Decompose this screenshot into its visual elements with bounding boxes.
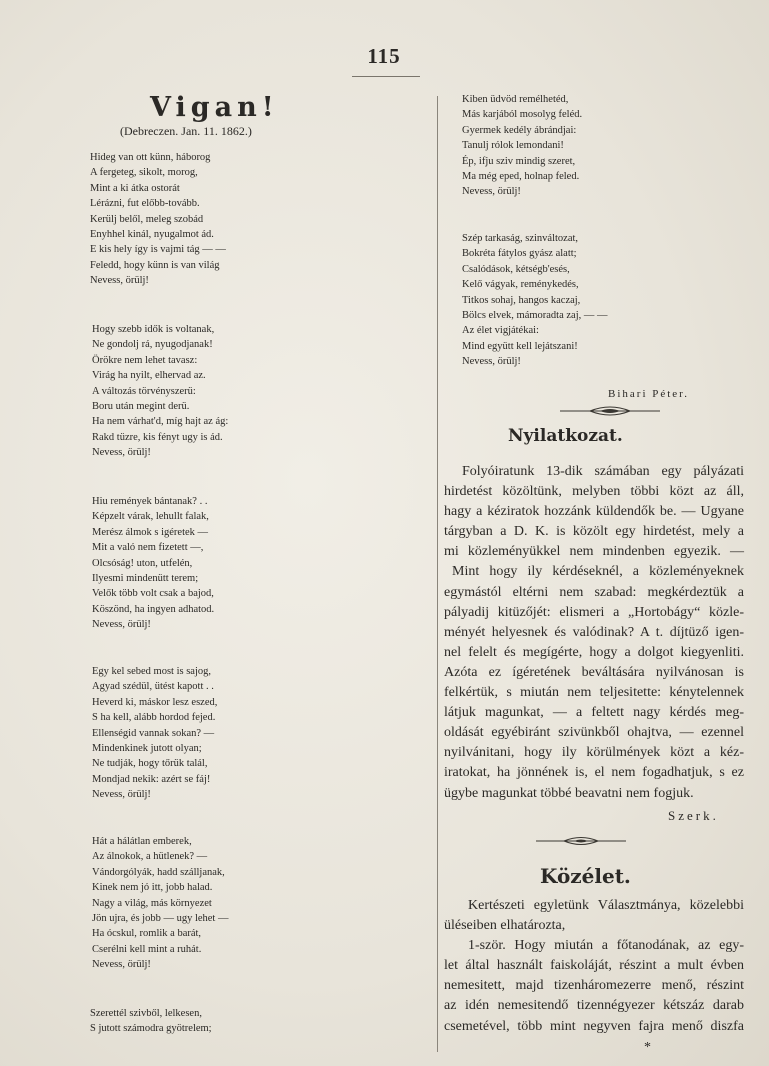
poem-line: Nagy a világ, más környezet bbox=[92, 897, 212, 909]
poem-line: Jön ujra, és jobb — ugy lehet — bbox=[92, 913, 229, 925]
poem-line: Tanulj rólok lemondani! bbox=[462, 140, 564, 152]
poem-line: Olcsóság! uton, utfelén, bbox=[92, 557, 193, 569]
poem-refrain: Nevess, örülj! bbox=[462, 356, 521, 368]
text-line: nyilvánitani, hogy ily körülmények közt a kéz- bbox=[444, 745, 744, 761]
poem-line: Mondjad nekik: azért se fáj! bbox=[92, 773, 211, 785]
text-line: egymástól eltérni nem szabad: megkérdeztük a bbox=[444, 584, 744, 600]
poem-line: Cserélni kell mint a ruhát. bbox=[92, 943, 202, 955]
poem-line: E kis hely így is vajmi tág — — bbox=[90, 244, 226, 256]
poem-line: Kelő vágyak, reménykedés, bbox=[462, 279, 579, 291]
text-line: tárgyban a D. K. is közölt egy hirdetést, mely a bbox=[444, 524, 744, 540]
poem-line: Lérázni, fut előbb-tovább. bbox=[90, 198, 200, 210]
poem-line: Rakd tüzre, kis fényt ugy is ád. bbox=[92, 431, 223, 443]
poem-line: Képzelt várak, lehullt falak, bbox=[92, 511, 209, 523]
kozelet-title: Közélet. bbox=[540, 864, 631, 888]
page-number-rule bbox=[352, 70, 420, 77]
poem-dateline: (Debreczen. Jan. 11. 1862.) bbox=[120, 124, 252, 138]
poem-line: Mint a ki átka ostorát bbox=[90, 182, 180, 194]
poem-stanza-1 bbox=[90, 150, 226, 289]
editor-signature: Szerk. bbox=[668, 808, 719, 823]
ornament-divider bbox=[536, 834, 626, 848]
poem-line: Hideg van ott künn, háborog bbox=[90, 152, 211, 163]
text-line: az idén nemesitendő tizennégyezer kétszáz darab bbox=[444, 998, 744, 1014]
poem-line: Csalódások, kétségb'esés, bbox=[462, 263, 570, 275]
poem-line: Szép tarkaság, szinváltozat, bbox=[462, 233, 579, 244]
poem-line: Velők több volt csak a bajod, bbox=[92, 588, 214, 600]
poem-line: Ma még eped, holnap feled. bbox=[462, 171, 580, 183]
text-line: ményét helyesnek és valódinak? A t. díjtüző igen- bbox=[444, 624, 744, 640]
poem-line: Ne gondolj rá, nyugodjanak! bbox=[92, 339, 213, 351]
poem-line: Titkos sohaj, hangos kaczaj, bbox=[462, 294, 581, 306]
poem-line: Boru után megint derü. bbox=[92, 401, 190, 413]
poem-line: Enyhhel kinál, nyugalmot ád. bbox=[90, 229, 214, 241]
poem-line: Mind együtt kell lejátszani! bbox=[462, 340, 578, 352]
poem-stanza-4 bbox=[92, 664, 217, 803]
text-line: hagy a kéziratok hozzánk küldendők be. — Ugyane bbox=[444, 504, 744, 520]
poem-line: Az álnokok, a hütlenek? — bbox=[92, 851, 208, 863]
poem-line: Merész álmok s igéretek — bbox=[92, 526, 209, 538]
poem-stanza-2 bbox=[92, 322, 228, 461]
text-line: nemesitett, majd tizenháromezerre menő, részint bbox=[444, 978, 744, 994]
poem-line: Egy kel sebed most is sajog, bbox=[92, 666, 211, 677]
poem-stanza-8 bbox=[462, 231, 608, 370]
poem-line: Kiben üdvöd remélhetéd, bbox=[462, 94, 569, 105]
poem-line: S jutott számodra gyötrelem; bbox=[90, 1023, 212, 1035]
text-line: csemetével, több mint negyven fajra menő diszfa bbox=[444, 1018, 744, 1034]
poem-refrain: Nevess, örülj! bbox=[92, 619, 151, 631]
text-line: Kertészeti egyletünk Választmánya, közelebbi bbox=[468, 898, 744, 913]
poem-line: Hát a hálátlan emberek, bbox=[92, 836, 192, 847]
poem-line: Ne tudják, hogy tőrük talál, bbox=[92, 758, 208, 770]
poem-line: Ellenségid vannak sokan? — bbox=[92, 727, 215, 739]
poem-line: A fergeteg, sikolt, morog, bbox=[90, 167, 198, 179]
poem-line: Ha nem várhat'd, míg hajt az ág: bbox=[92, 416, 229, 428]
text-line: ügybe magunkat többé beavatni nem fogjuk. bbox=[444, 785, 694, 801]
text-line: iratokat, ha jönnének is, el nem fogadhatjuk, s ez bbox=[444, 765, 744, 781]
poem-refrain: Nevess, örülj! bbox=[92, 789, 151, 801]
kozelet-body bbox=[444, 896, 744, 1037]
text-line: Folyóiratunk 13-dik számában egy pályázati bbox=[462, 464, 744, 479]
poem-line: Szerettél szivből, lelkesen, bbox=[90, 1008, 202, 1019]
nyilatkozat-title: Nyilatkozat. bbox=[508, 426, 623, 446]
text-line: let által használt faiskoláját, részint a mult évben bbox=[444, 958, 744, 974]
poem-refrain: Nevess, örülj! bbox=[92, 447, 151, 459]
text-line: oldását egyébiránt szivünkből ohajtva, — ezennel bbox=[444, 725, 744, 741]
poem-line: Agyad szédül, ütést kapott . . bbox=[92, 681, 214, 693]
poem-line: Hogy szebb idők is voltanak, bbox=[92, 324, 215, 335]
column-divider bbox=[437, 96, 438, 1052]
poem-line: S ha kell, alább hordod fejed. bbox=[92, 712, 216, 724]
poem-line: Heverd ki, máskor lesz eszed, bbox=[92, 696, 218, 708]
poem-line: Hiu remények bántanak? . . bbox=[92, 496, 208, 507]
poem-line: Gyermek kedély ábrándjai: bbox=[462, 124, 577, 136]
poem-stanza-7 bbox=[462, 92, 582, 200]
poem-line: Ha ócskul, romlik a barát, bbox=[92, 928, 202, 940]
text-line: pályadij kitüzőjét: elismeri a „Hortobágy“ közle- bbox=[444, 604, 744, 620]
text-line: mi közleményükkel nem mindenben egyezik. — bbox=[444, 544, 744, 560]
text-line: üléseiben elhatározta, bbox=[444, 918, 566, 934]
page-number: 115 bbox=[367, 44, 401, 68]
poem-line: Az élet vigjátékai: bbox=[462, 325, 539, 337]
poem-stanza-3 bbox=[92, 494, 214, 633]
poem-line: Köszönd, ha ingyen adhatod. bbox=[92, 603, 215, 615]
text-line: hirdetést közöltünk, melyben többi közt az áll, bbox=[444, 484, 744, 500]
nyilatkozat-body bbox=[444, 462, 744, 804]
poem-line: Ép, ifju sziv mindig szeret, bbox=[462, 155, 576, 167]
text-line: nel felelt és megígérte, hogy a dolgot kiegyenliti. bbox=[444, 644, 744, 660]
poem-line: Vándorgólyák, hadd szálljanak, bbox=[92, 866, 225, 878]
poem-line: Bokréta fátylos gyász alatt; bbox=[462, 248, 577, 260]
poem-line: Kerülj belől, meleg szobád bbox=[90, 213, 204, 225]
poem-line: Örökre nem lehet tavasz: bbox=[92, 354, 198, 366]
text-line: látjuk magunkat, — a feltett nagy kérdés meg- bbox=[444, 705, 744, 721]
text-line: Azóta ez ígéretének beváltására nyilvánosan is bbox=[444, 664, 744, 680]
poem-line: Más karjából mosolyg feléd. bbox=[462, 109, 583, 121]
poem-line: Ilyesmi mindenütt terem; bbox=[92, 573, 199, 585]
poem-author: Bihari Péter. bbox=[608, 388, 689, 400]
text-line: 1-ször. Hogy miután a főtanodának, az egy- bbox=[468, 938, 744, 954]
text-line: Mint hogy ily kérdéseknél, a közleményeknek bbox=[452, 564, 744, 580]
poem-line: Bölcs elvek, mámoradta zaj, — — bbox=[462, 310, 608, 322]
poem-stanza-5 bbox=[92, 834, 228, 973]
poem-refrain: Nevess, örülj! bbox=[462, 186, 521, 198]
text-line: felkértük, s miután nem teljesitette: kénytelennek bbox=[444, 685, 744, 701]
poem-line: Kinek nem jó itt, jobb halad. bbox=[92, 882, 213, 894]
poem-title: Vigan! bbox=[150, 92, 279, 123]
poem-line: Virág ha nyilt, elhervad az. bbox=[92, 370, 206, 382]
poem-line: Feledd, hogy künn is van világ bbox=[90, 259, 220, 271]
poem-stanza-6 bbox=[90, 1006, 212, 1037]
ornament-divider bbox=[560, 404, 660, 418]
poem-refrain: Nevess, örülj! bbox=[92, 959, 151, 971]
poem-line: Mindenkinek jutott olyan; bbox=[92, 743, 202, 755]
footer-asterisk: * bbox=[644, 1040, 651, 1055]
poem-line: Mit a való nem fizetett —, bbox=[92, 542, 204, 554]
poem-refrain: Nevess, örülj! bbox=[90, 275, 149, 287]
poem-line: A változás törvényszerü: bbox=[92, 385, 196, 397]
